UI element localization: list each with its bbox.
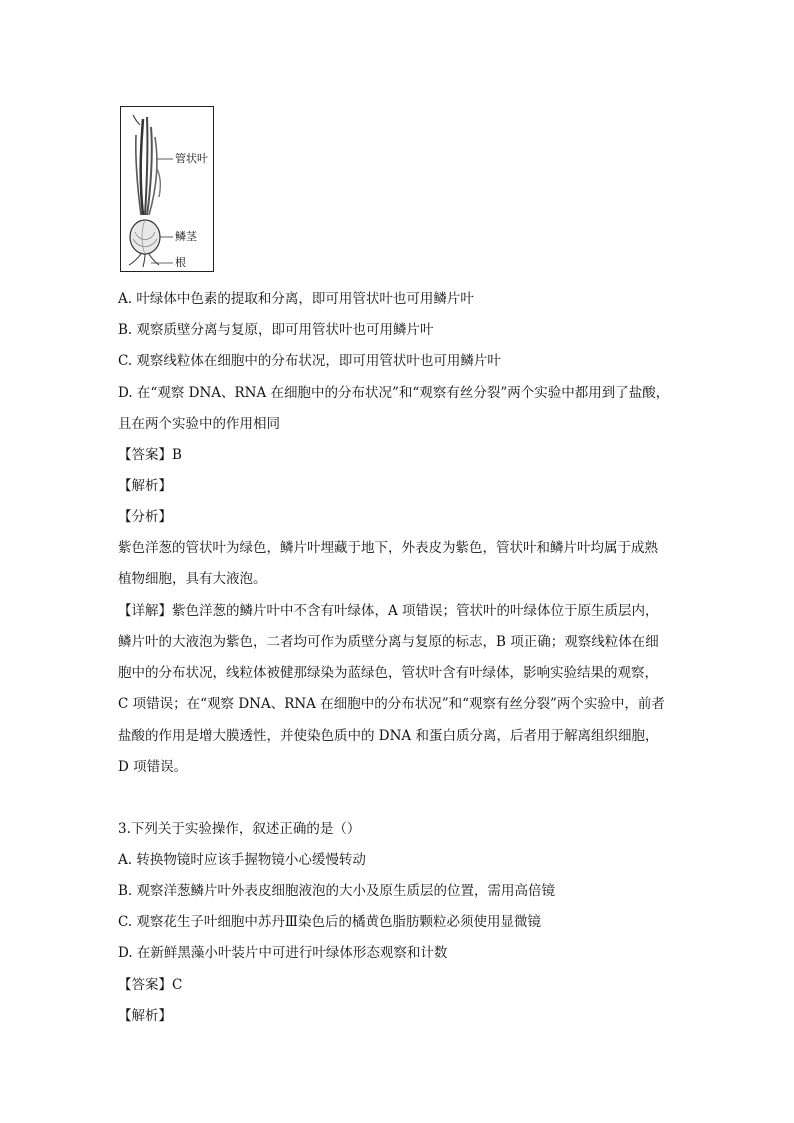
- q3-option-b: B. 观察洋葱鳞片叶外表皮细胞液泡的大小及原生质层的位置，需用高倍镜: [118, 883, 556, 899]
- q2-option-d-line2: 且在两个实验中的作用相同: [118, 416, 280, 432]
- onion-illustration: [121, 107, 215, 273]
- q2-detail-line3: 胞中的分布状况，线粒体被健那绿染为蓝绿色，管状叶含有叶绿体，影响实验结果的观察，: [118, 665, 658, 681]
- label-root: 根: [175, 256, 186, 269]
- q2-detail-line5: 盐酸的作用是增大膜透性，并使染色质中的 DNA 和蛋白质分离，后者用于解离组织细胞，: [118, 728, 659, 744]
- q2-detail-line4: C 项错误；在“观察 DNA、RNA 在细胞中的分布状况”和“观察有丝分裂”两个实验中，前者: [118, 696, 665, 712]
- q2-detail-line1: 【详解】紫色洋葱的鳞片叶中不含有叶绿体，A 项错误；管状叶的叶绿体位于原生质层内，: [118, 603, 659, 619]
- q3-stem: 3.下列关于实验操作，叙述正确的是（）: [118, 821, 361, 837]
- q2-option-d-line1: D. 在“观察 DNA、RNA 在细胞中的分布状况”和“观察有丝分裂”两个实验中都用到了盐酸，: [118, 385, 670, 401]
- q2-analysis-heading: 【解析】: [118, 478, 172, 494]
- q3-option-c: C. 观察花生子叶细胞中苏丹Ⅲ染色后的橘黄色脂肪颗粒必须使用显微镜: [118, 914, 541, 930]
- q2-option-b: B. 观察质壁分离与复原，即可用管状叶也可用鳞片叶: [118, 322, 434, 338]
- q2-detail-line6: D 项错误。: [118, 759, 188, 775]
- label-tubular-leaf: 管状叶: [175, 152, 208, 165]
- q2-fenxi-heading: 【分析】: [118, 509, 172, 525]
- q2-fenxi-line2: 植物细胞，具有大液泡。: [118, 571, 267, 587]
- label-bulb: 鳞茎: [175, 230, 197, 243]
- q2-option-a: A. 叶绿体中色素的提取和分离，即可用管状叶也可用鳞片叶: [118, 291, 474, 307]
- q3-option-a: A. 转换物镜时应该手握物镜小心缓慢转动: [118, 852, 366, 868]
- q3-answer: 【答案】C: [118, 977, 183, 993]
- q2-fenxi-line1: 紫色洋葱的管状叶为绿色，鳞片叶埋藏于地下，外表皮为紫色，管状叶和鳞片叶均属于成熟: [118, 540, 658, 556]
- q2-option-c: C. 观察线粒体在细胞中的分布状况，即可用管状叶也可用鳞片叶: [118, 353, 501, 369]
- q2-detail-line2: 鳞片叶的大液泡为紫色，二者均可作为质壁分离与复原的标志，B 项正确；观察线粒体在细: [118, 634, 659, 650]
- q2-answer: 【答案】B: [118, 447, 182, 463]
- onion-figure: [120, 106, 214, 272]
- q3-analysis-heading: 【解析】: [118, 1008, 172, 1024]
- q3-option-d: D. 在新鲜黑藻小叶装片中可进行叶绿体形态观察和计数: [118, 945, 448, 961]
